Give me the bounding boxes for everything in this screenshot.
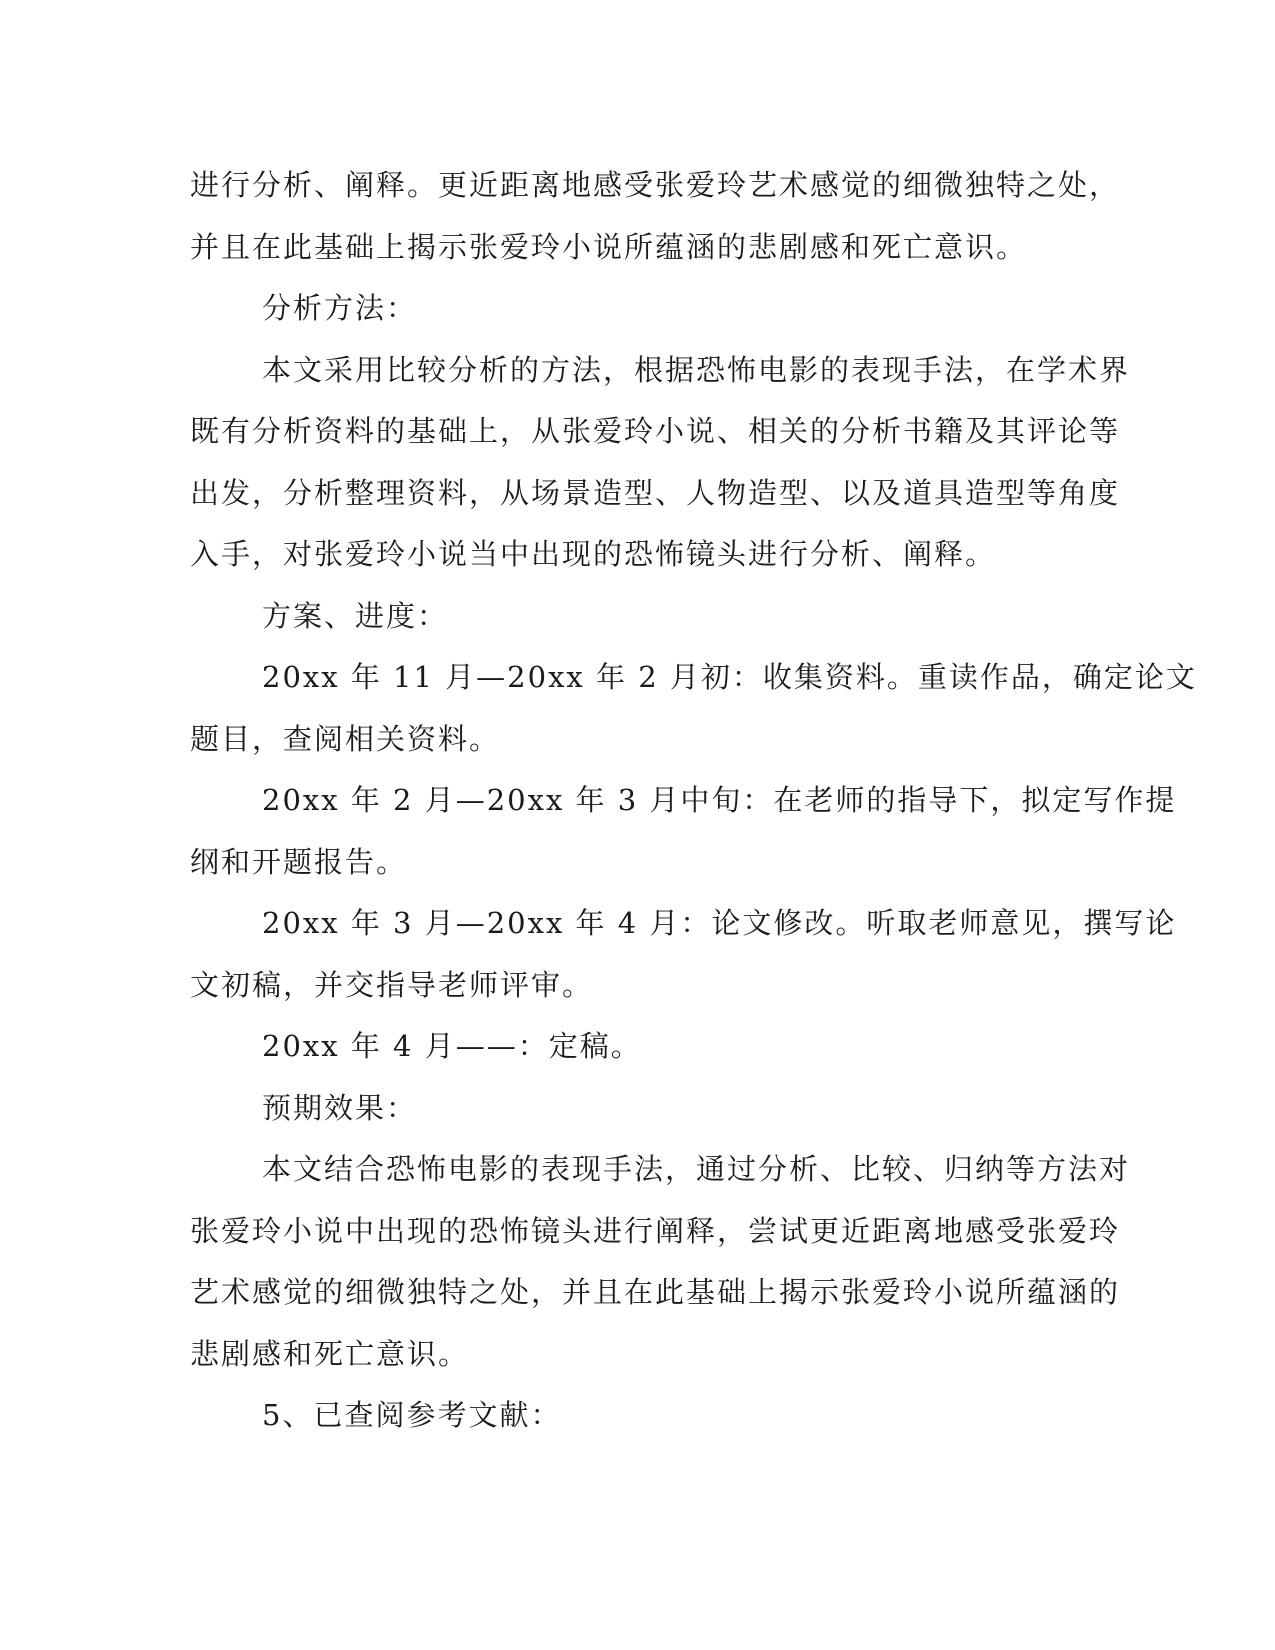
schedule-item-4: 20xx 年 4 月——：定稿。 (262, 1029, 642, 1063)
section-heading-analysis-method: 分析方法： (262, 291, 418, 325)
document-body (190, 165, 1197, 1457)
schedule-item-2: 20xx 年 2 月—20xx 年 3 月中旬：在老师的指导下，拟定写作提 (262, 783, 1177, 817)
text-line: 张爱玲小说中出现的恐怖镜头进行阐释，尝试更近距离地感受张爱玲 (190, 1213, 1121, 1248)
text-line: 文初稿，并交指导老师评审。 (190, 967, 594, 1002)
text-line: 纲和开题报告。 (190, 844, 408, 879)
section-heading-expected-effect: 预期效果： (262, 1090, 418, 1125)
section-heading-references: 5、已查阅参考文献： (262, 1398, 562, 1432)
text-line: 并且在此基础上揭示张爱玲小说所蕴涵的悲剧感和死亡意识。 (190, 229, 1028, 264)
text-line-continuation: 进行分析、阐释。更近距离地感受张爱玲艺术感觉的细微独特之处， (190, 168, 1121, 202)
text-line: 入手，对张爱玲小说当中出现的恐怖镜头进行分析、阐释。 (190, 537, 997, 571)
text-line: 题目，查阅相关资料。 (190, 721, 501, 756)
section-heading-plan-schedule: 方案、进度： (262, 598, 449, 633)
text-line: 本文采用比较分析的方法，根据恐怖电影的表现手法，在学术界 (262, 352, 1131, 387)
text-line: 悲剧感和死亡意识。 (190, 1336, 470, 1371)
text-line: 既有分析资料的基础上，从张爱玲小说、相关的分析书籍及其评论等 (190, 414, 1121, 448)
text-line: 出发，分析整理资料，从场景造型、人物造型、以及道具造型等角度 (190, 475, 1121, 510)
text-line: 艺术感觉的细微独特之处，并且在此基础上揭示张爱玲小说所蕴涵的 (190, 1275, 1121, 1309)
text-line: 本文结合恐怖电影的表现手法，通过分析、比较、归纳等方法对 (262, 1152, 1131, 1186)
schedule-item-1: 20xx 年 11 月—20xx 年 2 月初：收集资料。重读作品，确定论文 (262, 660, 1197, 694)
schedule-item-3: 20xx 年 3 月—20xx 年 4 月：论文修改。听取老师意见，撰写论 (262, 906, 1177, 940)
